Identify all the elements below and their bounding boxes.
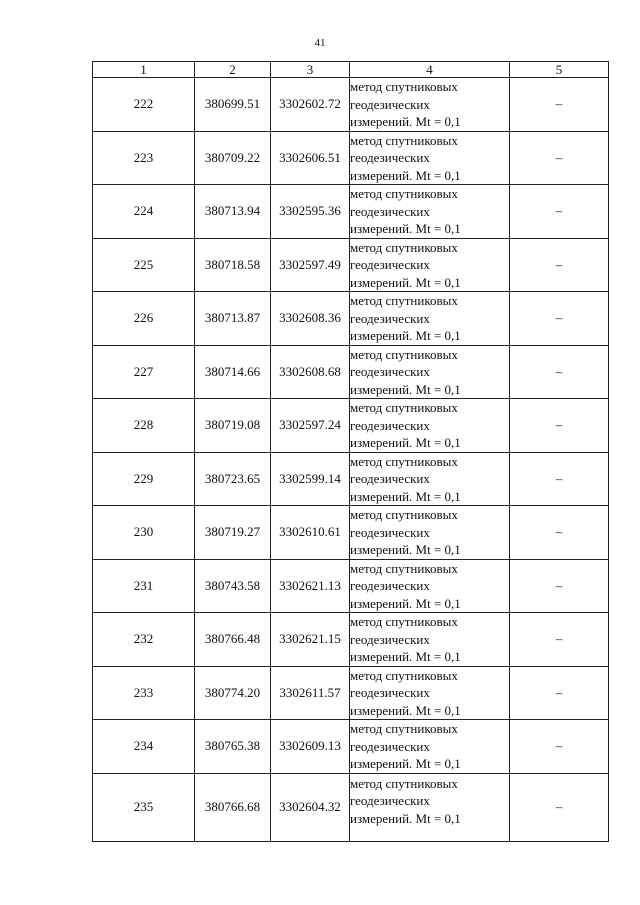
method-text-line: измерений. Mt = 0,1 bbox=[350, 435, 461, 450]
y-coordinate-cell: 3302604.32 bbox=[271, 773, 350, 841]
method-text-line: измерений. Mt = 0,1 bbox=[350, 221, 461, 236]
description-cell: – bbox=[510, 185, 609, 239]
x-coordinate-cell: 380766.68 bbox=[195, 773, 271, 841]
description-cell: – bbox=[510, 452, 609, 506]
point-number-cell: 225 bbox=[93, 238, 195, 292]
x-coordinate-cell: 380713.94 bbox=[195, 185, 271, 239]
header-col-1: 1 bbox=[93, 62, 195, 78]
point-number-cell: 234 bbox=[93, 720, 195, 774]
page-number: 41 bbox=[314, 37, 326, 49]
method-text-line: измерений. Mt = 0,1 bbox=[350, 595, 461, 611]
method-text-line: геодезических bbox=[350, 417, 430, 433]
method-text-line: метод спутниковых bbox=[350, 79, 458, 94]
method-cell bbox=[350, 345, 510, 399]
x-coordinate-cell: 380718.58 bbox=[195, 238, 271, 292]
method-text-line: метод спутниковых bbox=[350, 614, 458, 629]
method-text-line: геодезических bbox=[350, 793, 430, 808]
method-text-line: геодезических bbox=[350, 150, 430, 165]
x-coordinate-cell: 380719.08 bbox=[195, 399, 271, 453]
method-text-line: измерений. Mt = 0,1 bbox=[350, 702, 461, 718]
method-text-line: измерений. Mt = 0,1 bbox=[350, 488, 461, 504]
table-row bbox=[93, 666, 609, 720]
method-text-line: геодезических bbox=[350, 631, 430, 647]
y-coordinate-cell: 3302599.14 bbox=[271, 452, 350, 506]
method-text-line: измерений. Mt = 0,1 bbox=[350, 328, 461, 343]
y-coordinate-cell: 3302621.13 bbox=[271, 559, 350, 613]
x-coordinate-cell: 380699.51 bbox=[195, 78, 271, 132]
method-text-line: измерений. Mt = 0,1 bbox=[350, 542, 461, 557]
method-text-line: метод спутниковых bbox=[350, 293, 458, 308]
table-row bbox=[93, 345, 609, 399]
coordinates-table bbox=[92, 61, 609, 842]
x-coordinate-cell: 380714.66 bbox=[195, 345, 271, 399]
x-coordinate-cell: 380723.65 bbox=[195, 452, 271, 506]
method-text-line: метод спутниковых bbox=[350, 132, 458, 148]
point-number-cell: 231 bbox=[93, 559, 195, 613]
method-text-line: измерений. Mt = 0,1 bbox=[350, 756, 461, 771]
method-text-line: геодезических bbox=[350, 96, 430, 112]
point-number-cell: 226 bbox=[93, 292, 195, 346]
table-row bbox=[93, 720, 609, 774]
method-cell bbox=[350, 559, 510, 613]
description-cell: – bbox=[510, 720, 609, 774]
description-cell: – bbox=[510, 506, 609, 560]
header-col-5: 5 bbox=[510, 62, 609, 78]
method-cell bbox=[350, 238, 510, 292]
method-cell bbox=[350, 292, 510, 346]
method-text-line: измерений. Mt = 0,1 bbox=[350, 167, 461, 183]
table-row bbox=[93, 399, 609, 453]
method-text-line: геодезических bbox=[350, 738, 430, 754]
y-coordinate-cell: 3302608.36 bbox=[271, 292, 350, 346]
table-row bbox=[93, 506, 609, 560]
y-coordinate-cell: 3302597.24 bbox=[271, 399, 350, 453]
method-text-line: геодезических bbox=[350, 471, 430, 486]
method-text-line: метод спутниковых bbox=[350, 239, 458, 255]
description-cell: – bbox=[510, 78, 609, 132]
x-coordinate-cell: 380713.87 bbox=[195, 292, 271, 346]
y-coordinate-cell: 3302621.15 bbox=[271, 613, 350, 667]
method-cell bbox=[350, 185, 510, 239]
method-text-line: метод спутниковых bbox=[350, 346, 458, 362]
method-text-line: геодезических bbox=[350, 685, 430, 700]
method-text-line: метод спутниковых bbox=[350, 453, 458, 469]
method-text-line: измерений. Mt = 0,1 bbox=[350, 274, 461, 290]
method-cell bbox=[350, 666, 510, 720]
y-coordinate-cell: 3302609.13 bbox=[271, 720, 350, 774]
table-row bbox=[93, 559, 609, 613]
method-text-line: геодезических bbox=[350, 364, 430, 379]
header-col-2: 2 bbox=[195, 62, 271, 78]
method-text-line: метод спутниковых bbox=[350, 775, 458, 791]
table-row bbox=[93, 78, 609, 132]
method-cell bbox=[350, 78, 510, 132]
point-number-cell: 224 bbox=[93, 185, 195, 239]
method-text-line: метод спутниковых bbox=[350, 560, 458, 576]
method-cell bbox=[350, 773, 510, 841]
method-cell bbox=[350, 613, 510, 667]
method-text-line: геодезических bbox=[350, 578, 430, 593]
method-text-line: геодезических bbox=[350, 524, 430, 540]
method-text-line: метод спутниковых bbox=[350, 507, 458, 522]
method-text-line: измерений. Mt = 0,1 bbox=[350, 649, 461, 664]
description-cell: – bbox=[510, 131, 609, 185]
method-text-line: метод спутниковых bbox=[350, 400, 458, 415]
method-text-line: измерений. Mt = 0,1 bbox=[350, 810, 461, 826]
point-number-cell: 223 bbox=[93, 131, 195, 185]
point-number-cell: 222 bbox=[93, 78, 195, 132]
method-text-line: геодезических bbox=[350, 310, 430, 326]
y-coordinate-cell: 3302595.36 bbox=[271, 185, 350, 239]
description-cell: – bbox=[510, 559, 609, 613]
y-coordinate-cell: 3302606.51 bbox=[271, 131, 350, 185]
method-text-line: измерений. Mt = 0,1 bbox=[350, 114, 461, 129]
y-coordinate-cell: 3302608.68 bbox=[271, 345, 350, 399]
y-coordinate-cell: 3302611.57 bbox=[271, 666, 350, 720]
method-text-line: метод спутниковых bbox=[350, 186, 458, 201]
x-coordinate-cell: 380774.20 bbox=[195, 666, 271, 720]
y-coordinate-cell: 3302610.61 bbox=[271, 506, 350, 560]
method-cell bbox=[350, 720, 510, 774]
point-number-cell: 230 bbox=[93, 506, 195, 560]
y-coordinate-cell: 3302597.49 bbox=[271, 238, 350, 292]
method-cell bbox=[350, 131, 510, 185]
x-coordinate-cell: 380719.27 bbox=[195, 506, 271, 560]
point-number-cell: 233 bbox=[93, 666, 195, 720]
method-text-line: метод спутниковых bbox=[350, 721, 458, 736]
point-number-cell: 227 bbox=[93, 345, 195, 399]
point-number-cell: 228 bbox=[93, 399, 195, 453]
x-coordinate-cell: 380765.38 bbox=[195, 720, 271, 774]
table-row bbox=[93, 613, 609, 667]
point-number-cell: 232 bbox=[93, 613, 195, 667]
table-row bbox=[93, 452, 609, 506]
table-row bbox=[93, 238, 609, 292]
description-cell: – bbox=[510, 613, 609, 667]
description-cell: – bbox=[510, 666, 609, 720]
description-cell: – bbox=[510, 345, 609, 399]
description-cell: – bbox=[510, 238, 609, 292]
method-text-line: геодезических bbox=[350, 257, 430, 272]
y-coordinate-cell: 3302602.72 bbox=[271, 78, 350, 132]
table-header-row bbox=[93, 62, 609, 78]
table-row bbox=[93, 131, 609, 185]
header-col-4: 4 bbox=[350, 62, 510, 78]
table-row bbox=[93, 185, 609, 239]
description-cell: – bbox=[510, 773, 609, 841]
method-cell bbox=[350, 506, 510, 560]
method-text-line: измерений. Mt = 0,1 bbox=[350, 381, 461, 397]
method-cell bbox=[350, 399, 510, 453]
table-row bbox=[93, 773, 609, 841]
point-number-cell: 235 bbox=[93, 773, 195, 841]
description-cell: – bbox=[510, 292, 609, 346]
point-number-cell: 229 bbox=[93, 452, 195, 506]
x-coordinate-cell: 380743.58 bbox=[195, 559, 271, 613]
table-row bbox=[93, 292, 609, 346]
x-coordinate-cell: 380709.22 bbox=[195, 131, 271, 185]
x-coordinate-cell: 380766.48 bbox=[195, 613, 271, 667]
method-text-line: метод спутниковых bbox=[350, 667, 458, 683]
header-col-3: 3 bbox=[271, 62, 350, 78]
method-cell bbox=[350, 452, 510, 506]
description-cell: – bbox=[510, 399, 609, 453]
method-text-line: геодезических bbox=[350, 203, 430, 219]
